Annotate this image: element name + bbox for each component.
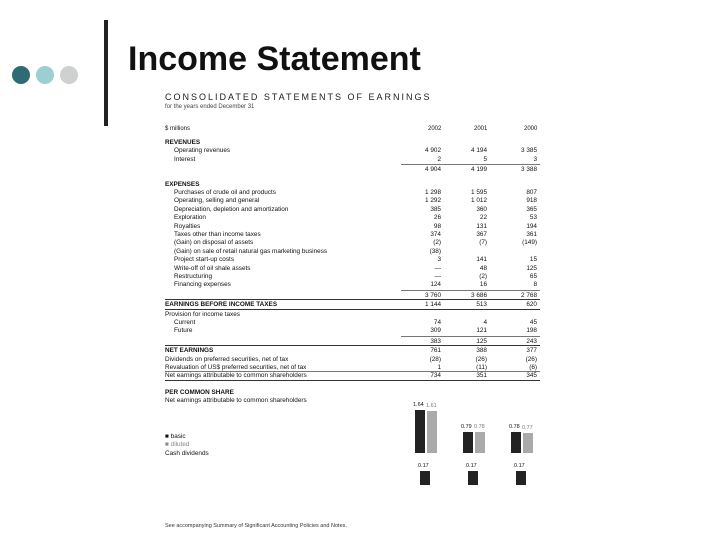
row-value: 53 <box>529 214 537 222</box>
row-value: 45 <box>529 319 537 326</box>
row-label: Project start-up costs <box>174 256 235 264</box>
statement-row <box>165 155 540 164</box>
legend-swatch-basic: ■ <box>165 432 171 440</box>
row-value: 4 904 <box>425 166 441 174</box>
row-value: 1 144 <box>425 301 441 309</box>
bar-label-basic: 0.79 <box>461 424 472 431</box>
row-value: 3 760 <box>425 291 441 299</box>
row-label: Operating, selling and general <box>174 197 260 205</box>
row-value: (26) <box>525 355 537 363</box>
row-value: 65 <box>529 273 537 280</box>
row-value: 16 <box>479 281 487 289</box>
row-value: 734 <box>430 372 441 380</box>
statement-row <box>165 326 540 335</box>
row-label: Current <box>174 319 196 326</box>
bar-label-basic: 1.64 <box>413 402 424 409</box>
row-value: 22 <box>479 214 487 222</box>
row-value: 1 298 <box>425 189 441 196</box>
row-label: Provision for income taxes <box>165 310 240 318</box>
row-value: — <box>434 264 441 272</box>
row-value: 807 <box>526 189 537 196</box>
bar-diluted-eps <box>475 432 485 452</box>
row-value: 125 <box>476 337 487 345</box>
row-label: PER COMMON SHARE <box>165 388 234 396</box>
row-label: Taxes other than income taxes <box>174 231 261 238</box>
row-value: 3 686 <box>471 291 487 299</box>
row-value: 761 <box>430 347 441 355</box>
slide-title: Income Statement <box>128 40 421 78</box>
decorative-dots <box>12 66 78 84</box>
row-value: (2) <box>433 239 441 247</box>
legend-diluted-label: diluted <box>170 440 190 448</box>
row-value: 388 <box>476 347 487 355</box>
row-value: 4 199 <box>471 166 487 174</box>
row-label: (Gain) on disposal of assets <box>174 239 254 247</box>
row-label: EXPENSES <box>165 180 200 188</box>
row-value: 8 <box>533 281 537 289</box>
vertical-rule <box>104 20 108 126</box>
row-value: 377 <box>526 347 537 355</box>
year-header-2002: 2002 <box>428 126 442 132</box>
row-value: (38) <box>429 247 441 255</box>
bar-cash-dividend <box>468 471 478 485</box>
row-value: (2) <box>479 273 487 280</box>
row-value: 2 <box>437 155 441 163</box>
row-value: 309 <box>430 327 441 335</box>
row-value: (7) <box>479 239 487 247</box>
row-value: 4 902 <box>425 147 441 155</box>
bar-label-basic: 0.78 <box>509 424 520 431</box>
year-header-2000: 2000 <box>524 126 538 132</box>
row-value: 26 <box>433 214 441 222</box>
bar-label-diluted: 0.77 <box>522 424 533 431</box>
row-value: 1 <box>437 364 441 371</box>
row-value: 141 <box>476 256 487 264</box>
bar-cash-dividend <box>516 471 526 485</box>
year-header-2001: 2001 <box>474 126 488 132</box>
legend-diluted <box>165 441 189 448</box>
row-value: 513 <box>476 301 487 309</box>
row-value: 131 <box>476 222 487 230</box>
row-value: 918 <box>526 197 537 205</box>
row-value: 194 <box>526 222 537 230</box>
row-value: 360 <box>476 205 487 213</box>
bar-label-cash: 0.17 <box>466 462 477 469</box>
bar-label-cash: 0.17 <box>514 462 525 469</box>
row-value: 351 <box>476 372 487 380</box>
statement-row <box>165 280 540 289</box>
row-label: Interest <box>174 155 196 163</box>
row-value: 3 <box>437 256 441 264</box>
row-label: Exploration <box>174 214 206 222</box>
rule-line <box>165 380 540 381</box>
row-value: 4 <box>483 319 487 326</box>
row-value: 374 <box>430 231 441 238</box>
bar-basic-eps <box>415 410 425 452</box>
cash-dividends-label: Cash dividends <box>165 449 209 457</box>
row-value: 3 388 <box>521 166 537 174</box>
legend-basic <box>165 433 186 440</box>
bar-diluted-eps <box>523 433 533 453</box>
row-value: 367 <box>476 231 487 238</box>
row-label: NET EARNINGS <box>165 347 214 355</box>
row-value: — <box>434 273 441 280</box>
row-label: Revaluation of US$ preferred securities, net of tax <box>165 364 307 371</box>
row-label: Dividends on preferred securities, net of tax <box>165 355 289 363</box>
row-value: 3 <box>533 155 537 163</box>
row-label: Net earnings attributable to common shareholders <box>165 372 307 380</box>
row-value: 4 194 <box>471 147 487 155</box>
row-value: 1 012 <box>471 197 487 205</box>
row-value: 385 <box>430 205 441 213</box>
row-value: 5 <box>483 155 487 163</box>
unit-label: $ millions <box>165 126 191 132</box>
row-value: 361 <box>526 231 537 238</box>
row-label: (Gain) on sale of retail natural gas marketing business <box>174 247 328 255</box>
row-label: Purchases of crude oil and products <box>174 189 276 196</box>
row-value: 198 <box>526 327 537 335</box>
row-label: Write-off of oil shale assets <box>174 264 251 272</box>
row-label: Royalties <box>174 222 201 230</box>
bar-label-diluted: 1.61 <box>426 402 437 409</box>
row-label: Net earnings attributable to common shareholders <box>165 397 307 405</box>
bar-label-diluted: 0.78 <box>474 424 485 431</box>
chart-subheading <box>165 396 540 405</box>
bar-cash-dividend <box>420 471 430 485</box>
bar-diluted-eps <box>427 411 437 453</box>
row-value: 121 <box>476 327 487 335</box>
row-value: (6) <box>529 364 537 371</box>
row-value: 124 <box>430 281 441 289</box>
document-subheading: for the years ended December 31 <box>165 104 255 110</box>
row-value: 125 <box>526 264 537 272</box>
row-value: 365 <box>526 205 537 213</box>
document-heading: CONSOLIDATED STATEMENTS OF EARNINGS <box>165 92 432 102</box>
row-value: 48 <box>479 264 487 272</box>
bar-basic-eps <box>463 432 473 452</box>
legend-basic-label: basic <box>170 432 186 440</box>
row-value: (11) <box>476 364 487 371</box>
column-headers <box>165 126 540 135</box>
row-value: 1 292 <box>425 197 441 205</box>
row-label: EARNINGS BEFORE INCOME TAXES <box>165 301 278 309</box>
bar-label-cash: 0.17 <box>418 462 429 469</box>
row-label: Future <box>174 327 193 335</box>
row-value: 3 385 <box>521 147 537 155</box>
row-label: Operating revenues <box>174 147 231 155</box>
row-value: 74 <box>433 319 441 326</box>
dot-dark-teal <box>12 66 30 84</box>
row-label: Financing expenses <box>174 281 231 289</box>
row-value: 1 595 <box>471 189 487 196</box>
row-value: (149) <box>522 239 537 247</box>
row-label: REVENUES <box>165 139 201 146</box>
row-label: Restructuring <box>174 273 213 280</box>
row-value: 15 <box>529 256 537 264</box>
revenues-total-row <box>165 165 540 174</box>
row-value: 98 <box>433 222 441 230</box>
row-value: 243 <box>526 337 537 345</box>
row-label: Depreciation, depletion and amortization <box>174 205 289 213</box>
bar-basic-eps <box>511 432 521 452</box>
legend-swatch-diluted: ■ <box>165 440 171 448</box>
row-value: 620 <box>526 301 537 309</box>
dot-light-teal <box>36 66 54 84</box>
row-value: (26) <box>475 355 487 363</box>
dot-gray <box>60 66 78 84</box>
income-statement-document <box>165 92 540 537</box>
row-value: (28) <box>429 355 441 363</box>
row-value: 2 768 <box>521 291 537 299</box>
footnote: See accompanying Summary of Significant Accounting Policies and Notes. <box>165 523 347 529</box>
row-value: 345 <box>526 372 537 380</box>
row-value: 383 <box>430 337 441 345</box>
